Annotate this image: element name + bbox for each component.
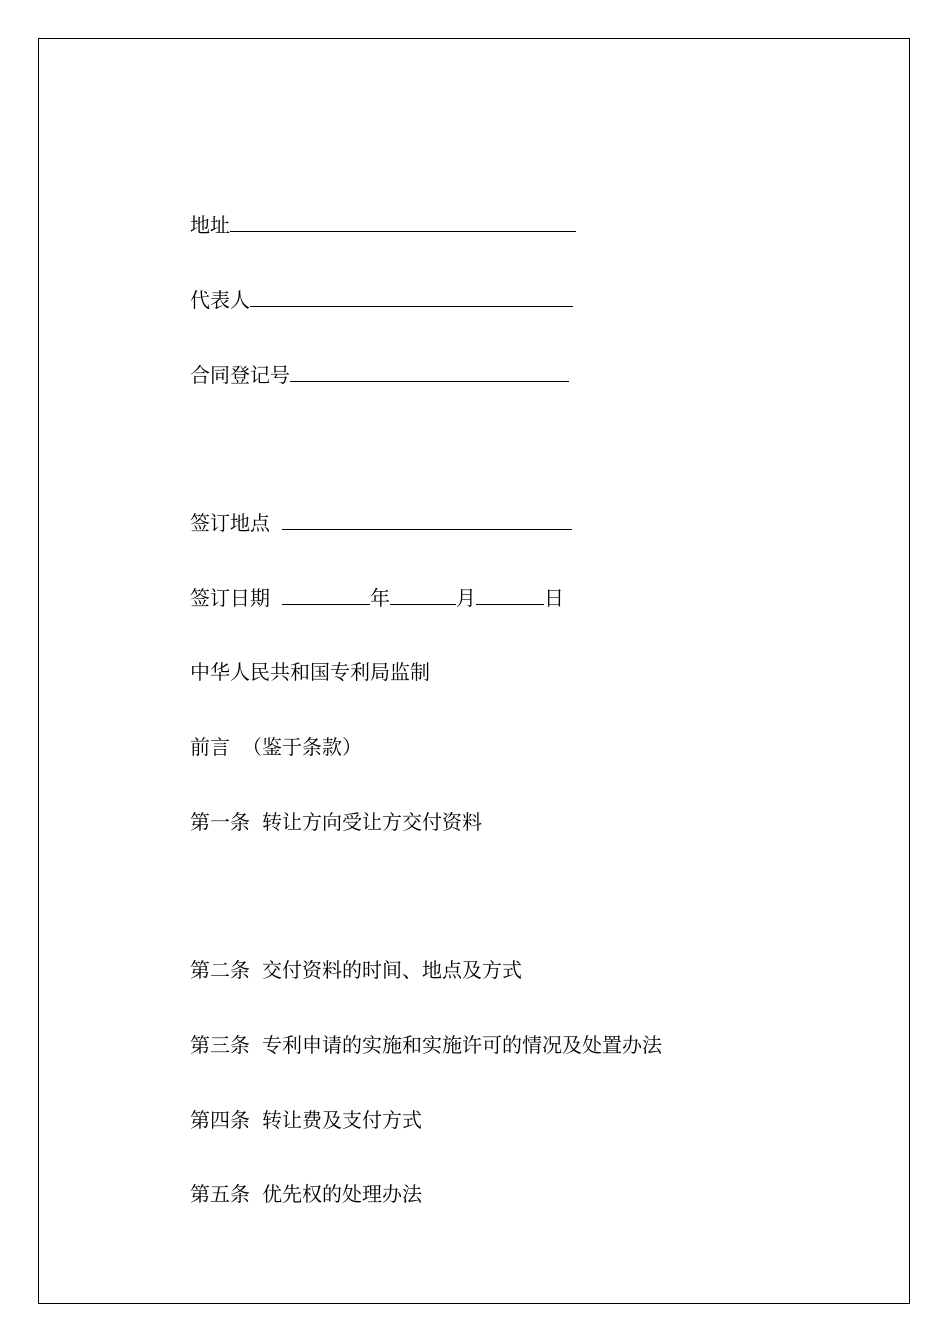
article-3-line <box>190 1031 662 1059</box>
sign-place-blank <box>282 511 572 530</box>
address-line <box>190 211 576 239</box>
registration-no-label: 合同登记号 <box>190 363 290 387</box>
preface-line <box>190 733 362 761</box>
article-3-title: 专利申请的实施和实施许可的情况及处置办法 <box>262 1033 662 1057</box>
preface-label: 前言 <box>190 735 230 759</box>
article-3-number: 第三条 <box>190 1033 250 1057</box>
article-5-number: 第五条 <box>190 1182 250 1206</box>
article-5-title: 优先权的处理办法 <box>262 1182 422 1206</box>
article-4-number: 第四条 <box>190 1108 250 1132</box>
month-blank <box>390 586 456 605</box>
representative-line <box>190 286 573 314</box>
article-2-line <box>190 956 522 984</box>
article-1-line <box>190 808 482 836</box>
sign-date-line <box>190 584 564 612</box>
year-blank <box>282 586 370 605</box>
month-label: 月 <box>456 586 476 610</box>
address-blank <box>230 213 576 232</box>
sign-place-label: 签订地点 <box>190 511 270 535</box>
registration-no-blank <box>290 363 569 382</box>
year-label: 年 <box>370 586 390 610</box>
article-1-title: 转让方向受让方交付资料 <box>262 810 482 834</box>
article-2-number: 第二条 <box>190 958 250 982</box>
article-4-line <box>190 1106 422 1134</box>
representative-blank <box>250 288 573 307</box>
supervisor-text: 中华人民共和国专利局监制 <box>190 660 430 684</box>
address-label: 地址 <box>190 213 230 237</box>
preface-note: （鉴于条款） <box>242 735 362 759</box>
article-1-number: 第一条 <box>190 810 250 834</box>
registration-no-line <box>190 361 569 389</box>
article-4-title: 转让费及支付方式 <box>262 1108 422 1132</box>
representative-label: 代表人 <box>190 288 250 312</box>
day-label: 日 <box>544 586 564 610</box>
sign-date-label: 签订日期 <box>190 586 270 610</box>
article-2-title: 交付资料的时间、地点及方式 <box>262 958 522 982</box>
sign-place-line <box>190 509 572 537</box>
article-5-line <box>190 1180 422 1208</box>
day-blank <box>476 586 544 605</box>
supervisor-line <box>190 658 430 686</box>
